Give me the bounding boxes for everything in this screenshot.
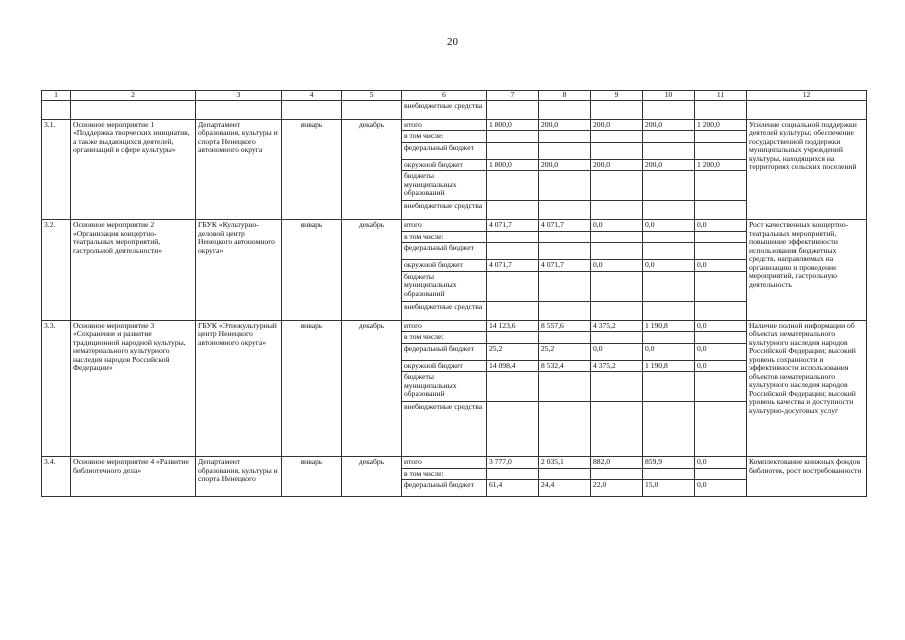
activity-name: Основное мероприятие 3 «Сохранение и развитие традиционной народной культуры, нематериального культурного наследия народов Российской Федерации» bbox=[71, 320, 196, 457]
amount-cell: 200,0 bbox=[591, 119, 643, 131]
expected-result: Комплектование книжных фондов библиотек, рост востребованности bbox=[747, 457, 867, 497]
amount-cell bbox=[695, 131, 747, 143]
column-number: 10 bbox=[643, 91, 695, 101]
funding-source-cell: внебюджетные средства bbox=[402, 402, 487, 457]
amount-cell: 0,0 bbox=[643, 220, 695, 232]
amount-cell bbox=[487, 468, 539, 480]
activity-number: 3.3. bbox=[42, 320, 71, 457]
amount-cell: 1 190,8 bbox=[643, 360, 695, 372]
funding-source-cell: внебюджетные средства bbox=[402, 100, 487, 119]
amount-cell bbox=[487, 171, 539, 201]
funding-source-cell: итого bbox=[402, 320, 487, 332]
amount-cell bbox=[695, 201, 747, 220]
amount-cell bbox=[539, 372, 591, 402]
amount-cell bbox=[643, 231, 695, 243]
empty-cell bbox=[487, 100, 539, 119]
amount-cell bbox=[487, 402, 539, 457]
page-number: 20 bbox=[447, 36, 458, 48]
column-number: 9 bbox=[591, 91, 643, 101]
amount-cell bbox=[487, 271, 539, 301]
start-month: январь bbox=[282, 119, 342, 220]
amount-cell bbox=[643, 201, 695, 220]
amount-cell bbox=[539, 402, 591, 457]
amount-cell bbox=[591, 243, 643, 260]
amount-cell: 1 800,0 bbox=[487, 119, 539, 131]
amount-cell bbox=[695, 243, 747, 260]
amount-cell bbox=[539, 231, 591, 243]
amount-cell bbox=[539, 171, 591, 201]
amount-cell bbox=[539, 131, 591, 143]
amount-cell bbox=[695, 402, 747, 457]
activity-name: Основное мероприятие 4 «Развитие библиотечного дела» bbox=[71, 457, 196, 497]
funding-source-cell: в том числе: bbox=[402, 332, 487, 344]
funding-source-cell: окружной бюджет bbox=[402, 159, 487, 171]
amount-cell bbox=[695, 372, 747, 402]
amount-cell: 8 532,4 bbox=[539, 360, 591, 372]
amount-cell bbox=[539, 142, 591, 159]
amount-cell: 1 800,0 bbox=[487, 159, 539, 171]
amount-cell bbox=[591, 171, 643, 201]
amount-cell bbox=[643, 332, 695, 344]
start-month: январь bbox=[282, 220, 342, 321]
amount-cell bbox=[695, 142, 747, 159]
empty-cell bbox=[342, 100, 402, 119]
executor: ГБУК «Культурно-деловой центр Ненецкого автономного округа» bbox=[196, 220, 282, 321]
amount-cell: 200,0 bbox=[643, 159, 695, 171]
amount-cell bbox=[539, 301, 591, 320]
amount-cell: 25,2 bbox=[487, 343, 539, 360]
amount-cell bbox=[695, 468, 747, 480]
column-number: 8 bbox=[539, 91, 591, 101]
funding-source-cell: в том числе: bbox=[402, 468, 487, 480]
amount-cell: 4 071,7 bbox=[487, 220, 539, 232]
amount-cell bbox=[643, 402, 695, 457]
amount-cell: 0,0 bbox=[695, 260, 747, 272]
activity-number: 3.2. bbox=[42, 220, 71, 321]
amount-cell: 4 071,7 bbox=[487, 260, 539, 272]
amount-cell bbox=[643, 142, 695, 159]
amount-cell bbox=[591, 201, 643, 220]
amount-cell: 24,4 bbox=[539, 480, 591, 497]
column-number: 5 bbox=[342, 91, 402, 101]
amount-cell: 0,0 bbox=[695, 343, 747, 360]
expected-result: Наличие полной информации об объектах нематериального культурного наследия народов Российской Федерации; высокий уровень сохранности и эффективности использования объектов нематериального культурного наследия народов Российской Федерации; высокий уровень качества и доступности культурно-досуговых услуг bbox=[747, 320, 867, 457]
amount-cell: 0,0 bbox=[643, 260, 695, 272]
amount-cell: 4 375,2 bbox=[591, 360, 643, 372]
funding-source-cell: федеральный бюджет bbox=[402, 142, 487, 159]
expected-result: Усиление социальной поддержки деятелей культуры; обеспечение государственной поддержки муниципальных учреждений культуры, находящихся на территориях сельских поселений bbox=[747, 119, 867, 220]
amount-cell: 1 200,0 bbox=[695, 119, 747, 131]
start-month: январь bbox=[282, 457, 342, 497]
amount-cell bbox=[591, 231, 643, 243]
amount-cell: 882,0 bbox=[591, 457, 643, 469]
amount-cell: 200,0 bbox=[539, 119, 591, 131]
amount-cell: 61,4 bbox=[487, 480, 539, 497]
amount-cell: 8 557,6 bbox=[539, 320, 591, 332]
funding-source-cell: федеральный бюджет bbox=[402, 243, 487, 260]
amount-cell bbox=[643, 271, 695, 301]
funding-row bbox=[42, 119, 867, 131]
amount-cell: 200,0 bbox=[539, 159, 591, 171]
amount-cell: 3 777,0 bbox=[487, 457, 539, 469]
empty-cell bbox=[643, 100, 695, 119]
funding-row bbox=[42, 320, 867, 332]
funding-source-cell: в том числе: bbox=[402, 131, 487, 143]
amount-cell bbox=[591, 372, 643, 402]
amount-cell: 859,9 bbox=[643, 457, 695, 469]
amount-cell: 1 190,8 bbox=[643, 320, 695, 332]
column-number: 2 bbox=[71, 91, 196, 101]
amount-cell bbox=[487, 301, 539, 320]
amount-cell: 0,0 bbox=[695, 320, 747, 332]
amount-cell: 0,0 bbox=[695, 220, 747, 232]
amount-cell bbox=[487, 201, 539, 220]
amount-cell: 2 035,1 bbox=[539, 457, 591, 469]
expected-result: Рост качественных концертно-театральных мероприятий, повышение эффективности использования бюджетных средств, направляемых на организацию и проведение мероприятий, гастрольную деятельность bbox=[747, 220, 867, 321]
funding-row bbox=[42, 457, 867, 469]
funding-source-cell: внебюджетные средства bbox=[402, 301, 487, 320]
amount-cell bbox=[539, 243, 591, 260]
amount-cell bbox=[643, 243, 695, 260]
end-month: декабрь bbox=[342, 320, 402, 457]
amount-cell bbox=[539, 201, 591, 220]
amount-cell bbox=[539, 332, 591, 344]
amount-cell bbox=[591, 301, 643, 320]
amount-cell bbox=[487, 142, 539, 159]
funding-source-cell: итого bbox=[402, 119, 487, 131]
column-number: 3 bbox=[196, 91, 282, 101]
column-number-row bbox=[42, 91, 867, 101]
funding-source-cell: федеральный бюджет bbox=[402, 480, 487, 497]
column-number: 6 bbox=[402, 91, 487, 101]
empty-cell bbox=[747, 100, 867, 119]
amount-cell bbox=[695, 332, 747, 344]
carry-over-row bbox=[42, 100, 867, 119]
funding-row bbox=[42, 220, 867, 232]
amount-cell bbox=[487, 131, 539, 143]
amount-cell bbox=[643, 301, 695, 320]
column-number: 11 bbox=[695, 91, 747, 101]
end-month: декабрь bbox=[342, 457, 402, 497]
amount-cell bbox=[487, 332, 539, 344]
column-number: 12 bbox=[747, 91, 867, 101]
amount-cell bbox=[695, 171, 747, 201]
activity-name: Основное мероприятие 2 «Организация концертно-театральных мероприятий, гастрольной деятельности» bbox=[71, 220, 196, 321]
executor: ГБУК «Этнокультурный центр Ненецкого автономного округа» bbox=[196, 320, 282, 457]
empty-cell bbox=[539, 100, 591, 119]
amount-cell bbox=[591, 131, 643, 143]
amount-cell: 0,0 bbox=[695, 360, 747, 372]
amount-cell bbox=[643, 131, 695, 143]
amount-cell bbox=[487, 372, 539, 402]
end-month: декабрь bbox=[342, 220, 402, 321]
funding-source-cell: внебюджетные средства bbox=[402, 201, 487, 220]
amount-cell bbox=[643, 171, 695, 201]
column-number: 7 bbox=[487, 91, 539, 101]
column-number: 4 bbox=[282, 91, 342, 101]
funding-source-cell: в том числе: bbox=[402, 231, 487, 243]
program-activities-table bbox=[41, 90, 867, 497]
executor: Департамент образования, культуры и спорта Ненецкого bbox=[196, 457, 282, 497]
executor: Департамент образования, культуры и спорта Ненецкого автономного округа bbox=[196, 119, 282, 220]
amount-cell bbox=[591, 332, 643, 344]
amount-cell: 0,0 bbox=[591, 343, 643, 360]
amount-cell: 200,0 bbox=[591, 159, 643, 171]
activity-name: Основное мероприятие 1 «Поддержка творческих инициатив, а также выдающихся деятелей, организаций в сфере культуры» bbox=[71, 119, 196, 220]
empty-cell bbox=[71, 100, 196, 119]
amount-cell bbox=[591, 271, 643, 301]
amount-cell: 0,0 bbox=[591, 220, 643, 232]
funding-source-cell: бюджеты муниципальных образований bbox=[402, 271, 487, 301]
empty-cell bbox=[695, 100, 747, 119]
amount-cell: 4 071,7 bbox=[539, 220, 591, 232]
funding-source-cell: бюджеты муниципальных образований bbox=[402, 171, 487, 201]
end-month: декабрь bbox=[342, 119, 402, 220]
empty-cell bbox=[196, 100, 282, 119]
amount-cell: 0,0 bbox=[695, 480, 747, 497]
amount-cell bbox=[643, 468, 695, 480]
start-month: январь bbox=[282, 320, 342, 457]
funding-source-cell: бюджеты муниципальных образований bbox=[402, 372, 487, 402]
amount-cell: 15,0 bbox=[643, 480, 695, 497]
empty-cell bbox=[591, 100, 643, 119]
amount-cell: 0,0 bbox=[643, 343, 695, 360]
amount-cell bbox=[695, 231, 747, 243]
amount-cell: 14 098,4 bbox=[487, 360, 539, 372]
amount-cell bbox=[591, 142, 643, 159]
activity-number: 3.4. bbox=[42, 457, 71, 497]
amount-cell: 0,0 bbox=[591, 260, 643, 272]
amount-cell: 22,0 bbox=[591, 480, 643, 497]
amount-cell bbox=[539, 271, 591, 301]
amount-cell: 14 123,6 bbox=[487, 320, 539, 332]
funding-source-cell: окружной бюджет bbox=[402, 260, 487, 272]
column-number: 1 bbox=[42, 91, 71, 101]
amount-cell: 0,0 bbox=[695, 457, 747, 469]
amount-cell: 25,2 bbox=[539, 343, 591, 360]
empty-cell bbox=[42, 100, 71, 119]
funding-source-cell: итого bbox=[402, 220, 487, 232]
amount-cell: 4 071,7 bbox=[539, 260, 591, 272]
activity-number: 3.1. bbox=[42, 119, 71, 220]
amount-cell: 200,0 bbox=[643, 119, 695, 131]
funding-source-cell: итого bbox=[402, 457, 487, 469]
amount-cell bbox=[591, 468, 643, 480]
amount-cell bbox=[591, 402, 643, 457]
amount-cell bbox=[695, 301, 747, 320]
amount-cell: 1 200,0 bbox=[695, 159, 747, 171]
amount-cell bbox=[643, 372, 695, 402]
funding-source-cell: федеральный бюджет bbox=[402, 343, 487, 360]
funding-source-cell: окружной бюджет bbox=[402, 360, 487, 372]
amount-cell bbox=[539, 468, 591, 480]
empty-cell bbox=[282, 100, 342, 119]
amount-cell bbox=[695, 271, 747, 301]
amount-cell bbox=[487, 231, 539, 243]
amount-cell: 4 375,2 bbox=[591, 320, 643, 332]
amount-cell bbox=[487, 243, 539, 260]
